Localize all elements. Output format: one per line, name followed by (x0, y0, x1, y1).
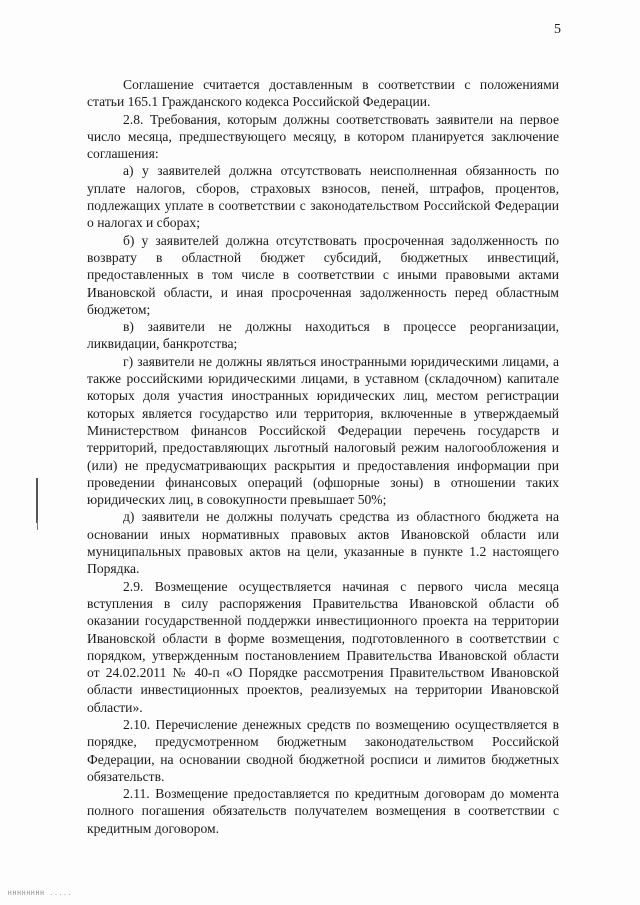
page-number: 5 (554, 22, 561, 37)
paragraph-2-10: 2.10. Перечисление денежных средств по возмещению осуществляется в порядке, предусмотренном бюджетным законодательством Российской Федерации, на основании сводной бюджетной росписи и лимитов бюджетных обязательств. (87, 716, 559, 784)
paragraph-2-8-b: б) у заявителей должна отсутствовать просроченная задолженность по возврату в областной бюджет субсидий, бюджетных инвестиций, предоставленных в том числе в соответствии с иными правовыми актами Ивановской области, и иная просроченная задолженность перед областным бюджетом; (87, 232, 559, 317)
margin-mark-tick (37, 520, 38, 530)
paragraph-2-9: 2.9. Возмещение осуществляется начиная с первого числа месяца вступления в силу распоряжения Правительства Ивановской области об оказании государственной поддержки инвестиционного проекта на территории Ивановской области в форме возмещения, подготовленного в соответствии с порядком, утвержденным постановлением Правительства Ивановской области от 24.02.2011 № 40-п «О Порядке рассмотрения Правительством Ивановской области инвестиционных проектов, реализуемых на территории Ивановской области». (87, 578, 559, 715)
paragraph-2-11: 2.11. Возмещение предоставляется по кредитным договорам до момента полного погашения обязательств получателем возмещения в соответствии с кредитным договором. (87, 786, 559, 836)
document-body (87, 76, 559, 837)
paragraph-2-8-a: а) у заявителей должна отсутствовать неисполненная обязанность по уплате налогов, сборов, страховых взносов, пеней, штрафов, процентов, подлежащих уплате в соответствии с законодательством Российской Федерации о налогах и сборах; (87, 163, 559, 231)
paragraph-2-8: 2.8. Требования, которым должны соответствовать заявители на первое число месяца, предшествующего месяцу, в котором планируется заключение соглашения: (87, 111, 559, 162)
footer-scan-code: HHHHHHHH ..... (8, 890, 73, 897)
margin-mark (36, 478, 38, 523)
paragraph-2-8-d: д) заявители не должны получать средства из областного бюджета на основании иных нормативных правовых актов Ивановской области или муниципальных правовых актов на цели, указанные в пункте 1.2 настоящего Порядка. (87, 509, 559, 577)
paragraph-delivery: Соглашение считается доставленным в соответствии с положениями статьи 165.1 Гражданского кодекса Российской Федерации. (87, 77, 559, 110)
paragraph-2-8-v: в) заявители не должны находиться в процессе реорганизации, ликвидации, банкротства; (87, 319, 559, 352)
paragraph-2-8-g: г) заявители не должны являться иностранными юридическими лицами, а также российскими юридическими лицами, в уставном (складочном) капитале которых доля участия иностранных юридических лиц, местом регистрации которых является государство или территория, включенные в утверждаемый Министерством финансов Российской Федерации перечень государств и территорий, предоставляющих льготный налоговый режим налогообложения и (или) не предусматривающих раскрытия и предоставления информации при проведении финансовых операций (офшорные зоны) в отношении таких юридических лиц, в совокупности превышает 50%; (87, 353, 559, 508)
